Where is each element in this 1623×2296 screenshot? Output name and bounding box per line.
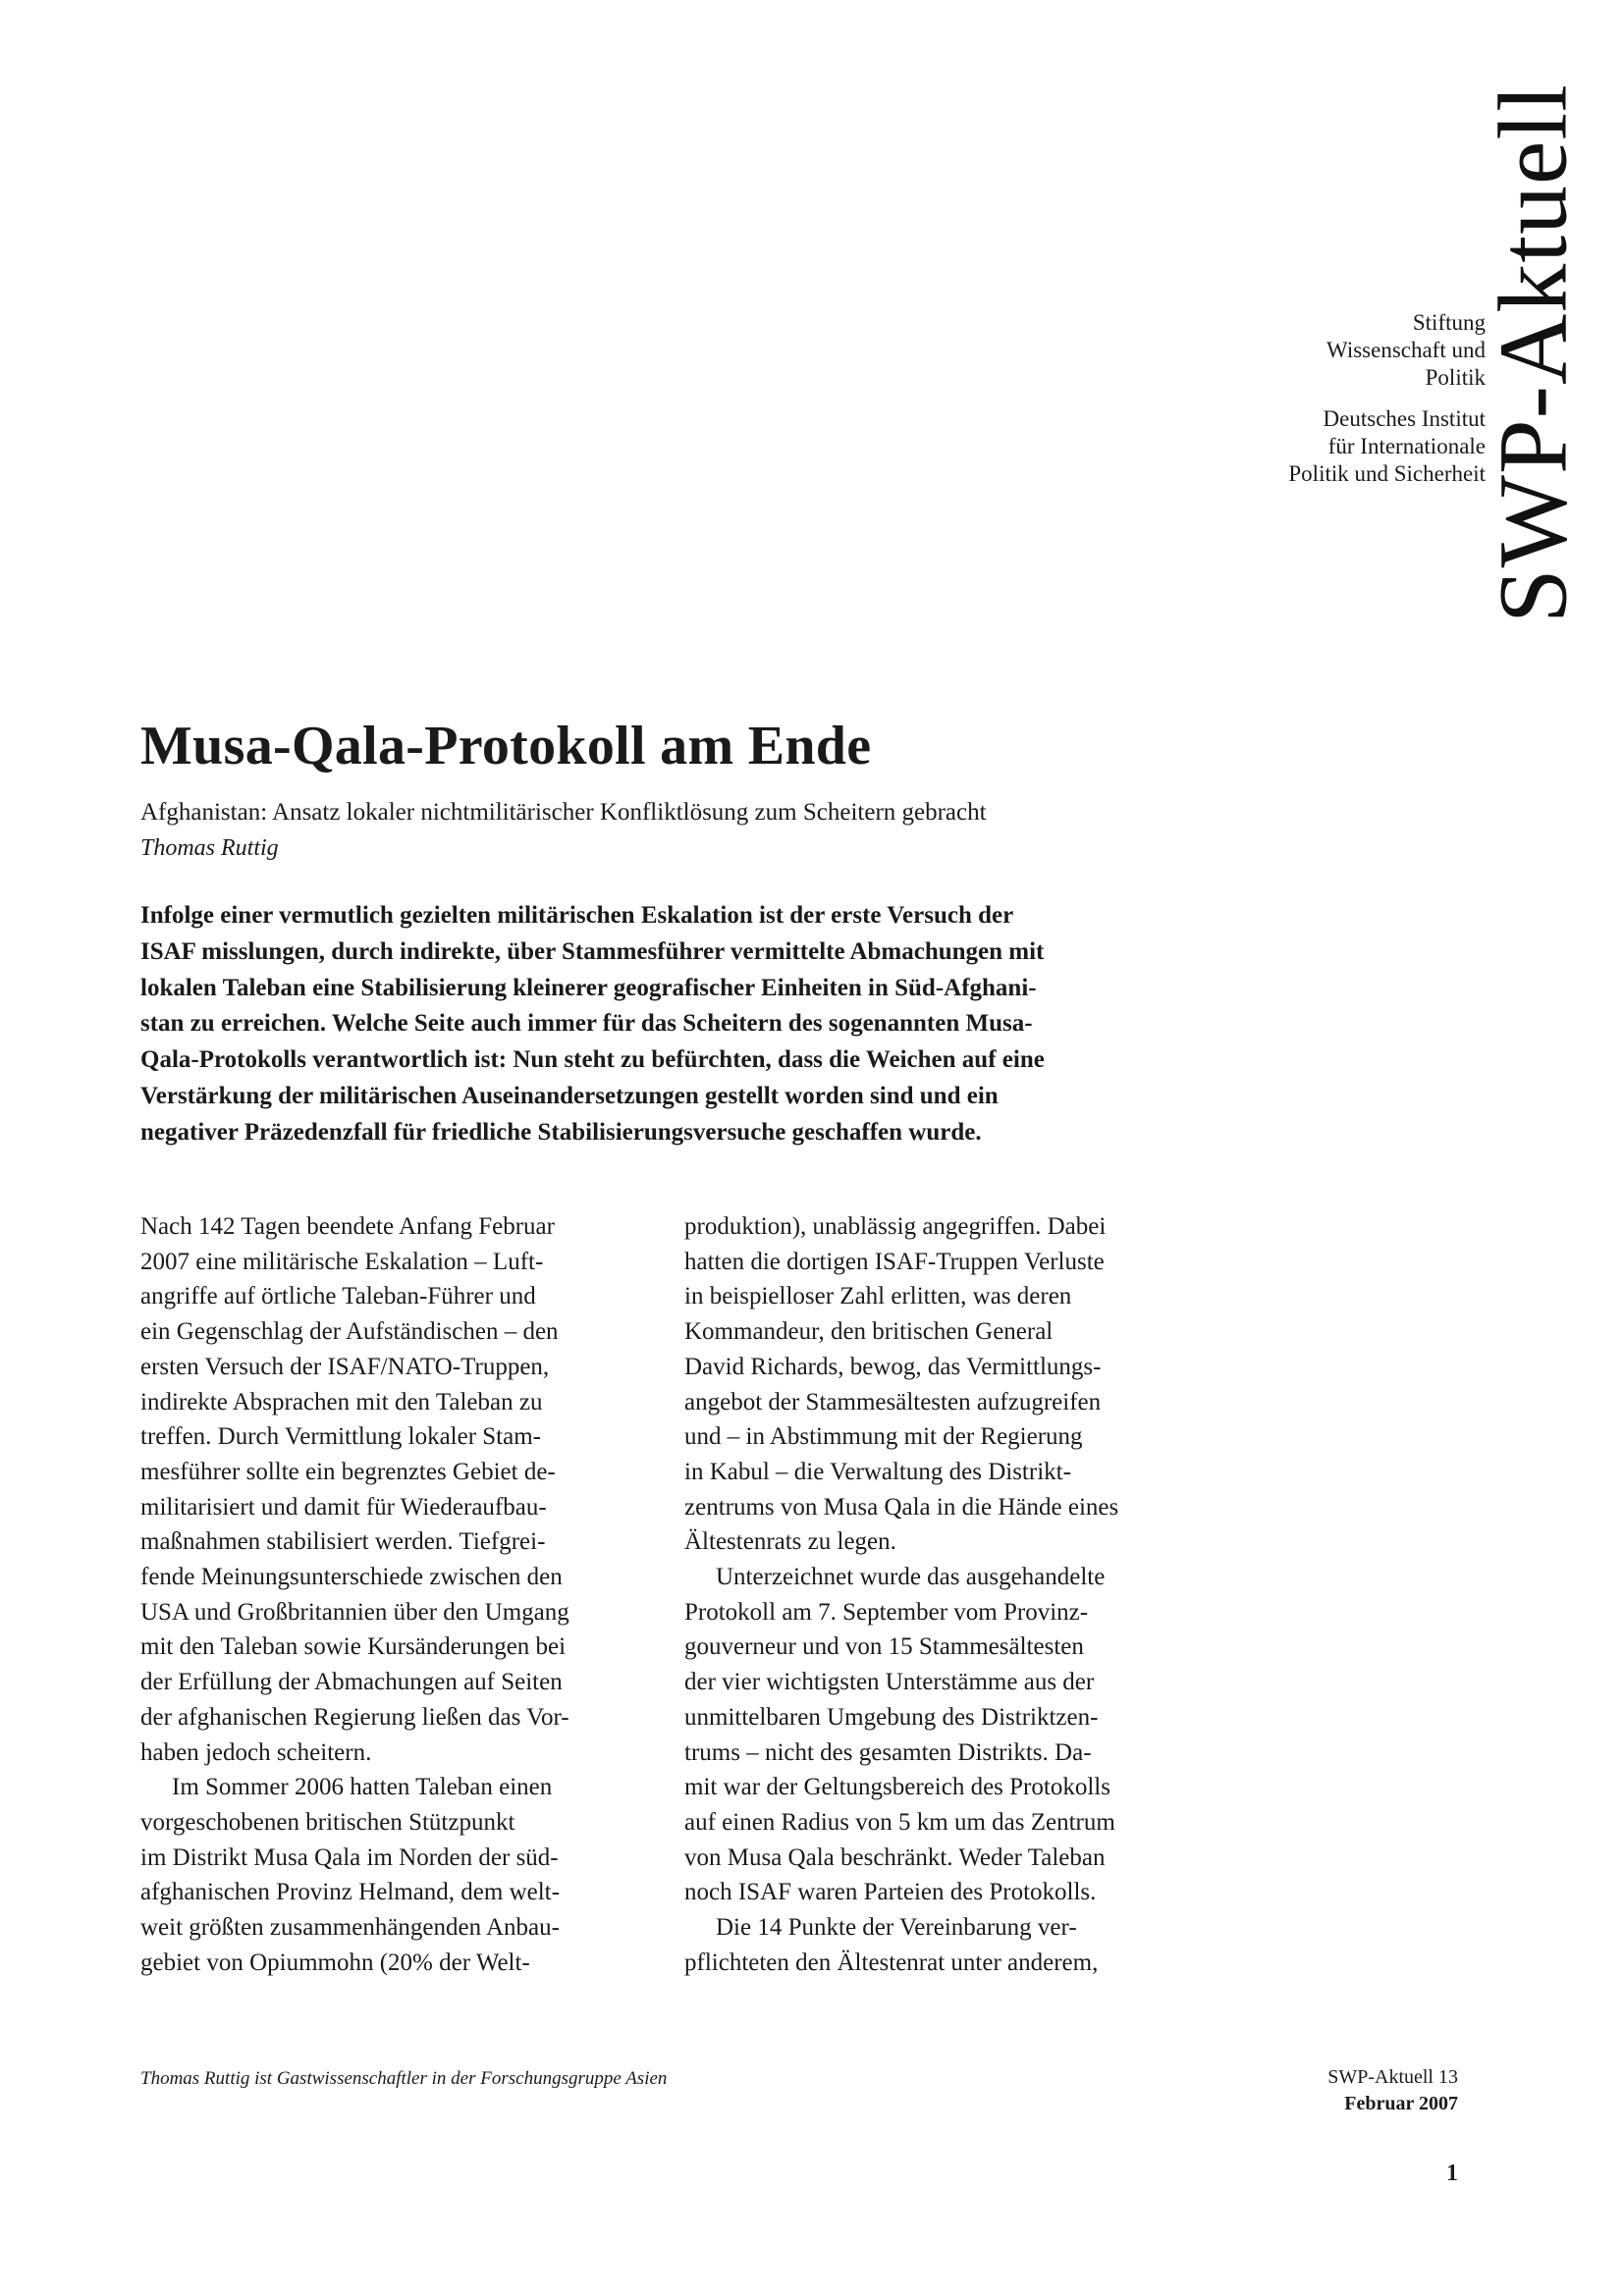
body-line: angriffe auf örtliche Taleban-Führer und (140, 1283, 536, 1310)
body-line: pflichteten den Ältestenrat unter anderem, (684, 1949, 1099, 1976)
body-column-right (684, 1209, 1195, 1980)
body-line: vorgeschobenen britischen Stützpunkt (140, 1808, 515, 1836)
issue-number: SWP-Aktuell 13 (1327, 2066, 1458, 2088)
body-line: Kommandeur, den britischen General (684, 1318, 1054, 1346)
body-line: angebot der Stammesältesten aufzugreifen (684, 1388, 1102, 1415)
series-brand-vertical (1470, 49, 1596, 658)
abstract-line: Qala-Protokolls verantwortlich ist: Nun steht zu befürchten, dass die Weichen auf eine (140, 1046, 1045, 1074)
body-line: militarisiert und damit für Wiederaufbau- (140, 1493, 547, 1521)
body-line: 2007 eine militärische Eskalation – Luft- (140, 1248, 544, 1275)
body-line: mit den Taleban sowie Kursänderungen bei (140, 1633, 567, 1661)
body-line: in beispielloser Zahl erlitten, was deren (684, 1283, 1072, 1310)
body-line: mesführer sollte ein begrenztes Gebiet de- (140, 1458, 556, 1485)
page-number: 1 (1446, 2161, 1458, 2186)
body-line: haben jedoch scheitern. (140, 1738, 372, 1766)
body-line: fende Meinungsunterschiede zwischen den (140, 1564, 563, 1591)
series-brand-text: SWP-Aktuell (1478, 83, 1588, 623)
body-line: hatten die dortigen ISAF-Truppen Verluste (684, 1248, 1105, 1275)
article-subtitle: Afghanistan: Ansatz lokaler nichtmilitärischer Konfliktlösung zum Scheitern gebracht (140, 799, 987, 826)
institution-block (1288, 309, 1486, 488)
body-line: trums – nicht des gesamten Distrikts. Da- (684, 1738, 1092, 1766)
body-line: mit war der Geltungsbereich des Protokolls (684, 1774, 1110, 1801)
institution-name-line: Stiftung (1412, 310, 1486, 335)
body-line: maßnahmen stabilisiert werden. Tiefgrei- (140, 1528, 546, 1556)
body-line: gebiet von Opiummohn (20% der Welt- (140, 1949, 530, 1976)
body-line: David Richards, bewog, das Vermittlungs- (684, 1353, 1102, 1380)
body-line: ersten Versuch der ISAF/NATO-Truppen, (140, 1353, 550, 1380)
institution-subtitle-line: für Internationale (1327, 434, 1486, 458)
body-line: der vier wichtigsten Unterstämme aus der (684, 1669, 1095, 1696)
institution-subtitle-line: Politik und Sicherheit (1288, 461, 1486, 486)
body-column-left (140, 1209, 651, 1980)
article-abstract (140, 898, 1176, 1151)
body-line: Im Sommer 2006 hatten Taleban einen (172, 1774, 553, 1801)
abstract-line: stan zu erreichen. Welche Seite auch immer für das Scheitern des sogenannten Musa- (140, 1010, 1033, 1038)
body-line: Unterzeichnet wurde das ausgehandelte (716, 1564, 1106, 1591)
institution-name-line: Politik (1425, 365, 1486, 390)
institution-subtitle-line: Deutsches Institut (1323, 406, 1486, 431)
body-line: treffen. Durch Vermittlung lokaler Stam- (140, 1423, 541, 1451)
article-title: Musa-Qala-Protokoll am Ende (140, 716, 872, 776)
article-author: Thomas Ruttig (140, 835, 279, 861)
institution-spacer (1288, 392, 1486, 405)
abstract-line: Infolge einer vermutlich gezielten militärischen Eskalation ist der erste Versuch der (140, 902, 1014, 929)
body-line: Protokoll am 7. September vom Provinz- (684, 1598, 1089, 1626)
issue-date: Februar 2007 (1344, 2093, 1458, 2114)
body-line: gouverneur und von 15 Stammesältesten (684, 1633, 1084, 1661)
body-line: und – in Abstimmung mit der Regierung (684, 1423, 1083, 1451)
body-line: Ältestenrats zu legen. (684, 1528, 896, 1556)
body-line: auf einen Radius von 5 km um das Zentrum (684, 1808, 1115, 1836)
body-line: USA und Großbritannien über den Umgang (140, 1598, 569, 1626)
body-line: der Erfüllung der Abmachungen auf Seiten (140, 1669, 563, 1696)
body-line: weit größten zusammenhängenden Anbau- (140, 1914, 560, 1942)
body-line: der afghanischen Regierung ließen das Vor- (140, 1703, 569, 1731)
body-line: ein Gegenschlag der Aufständischen – den (140, 1318, 559, 1346)
author-footnote: Thomas Ruttig ist Gastwissenschaftler in der Forschungsgruppe Asien (140, 2068, 668, 2089)
body-line: von Musa Qala beschränkt. Weder Taleban (684, 1843, 1106, 1871)
body-line: unmittelbaren Umgebung des Distriktzen- (684, 1703, 1099, 1731)
body-line: afghanischen Provinz Helmand, dem welt- (140, 1879, 560, 1906)
body-line: Die 14 Punkte der Vereinbarung ver- (716, 1914, 1077, 1942)
body-line: zentrums von Musa Qala in die Hände eines (684, 1493, 1119, 1521)
body-line: noch ISAF waren Parteien des Protokolls. (684, 1879, 1097, 1906)
body-line: produktion), unablässig angegriffen. Dabei (684, 1213, 1107, 1240)
abstract-line: lokalen Taleban eine Stabilisierung kleinerer geografischer Einheiten in Süd-Afghani- (140, 974, 1037, 1001)
body-line: indirekte Absprachen mit den Taleban zu (140, 1388, 543, 1415)
body-line: in Kabul – die Verwaltung des Distrikt- (684, 1458, 1071, 1485)
body-line: Nach 142 Tagen beendete Anfang Februar (140, 1213, 555, 1240)
abstract-line: ISAF misslungen, durch indirekte, über Stammesführer vermittelte Abmachungen mit (140, 937, 1045, 965)
abstract-line: Verstärkung der militärischen Auseinandersetzungen gestellt worden sind und ein (140, 1082, 999, 1109)
body-line: im Distrikt Musa Qala im Norden der süd- (140, 1843, 559, 1871)
issue-info (1327, 2064, 1458, 2117)
institution-name-line: Wissenschaft und (1326, 338, 1486, 362)
abstract-line: negativer Präzedenzfall für friedliche Stabilisierungsversuche geschaffen wurde. (140, 1118, 982, 1146)
